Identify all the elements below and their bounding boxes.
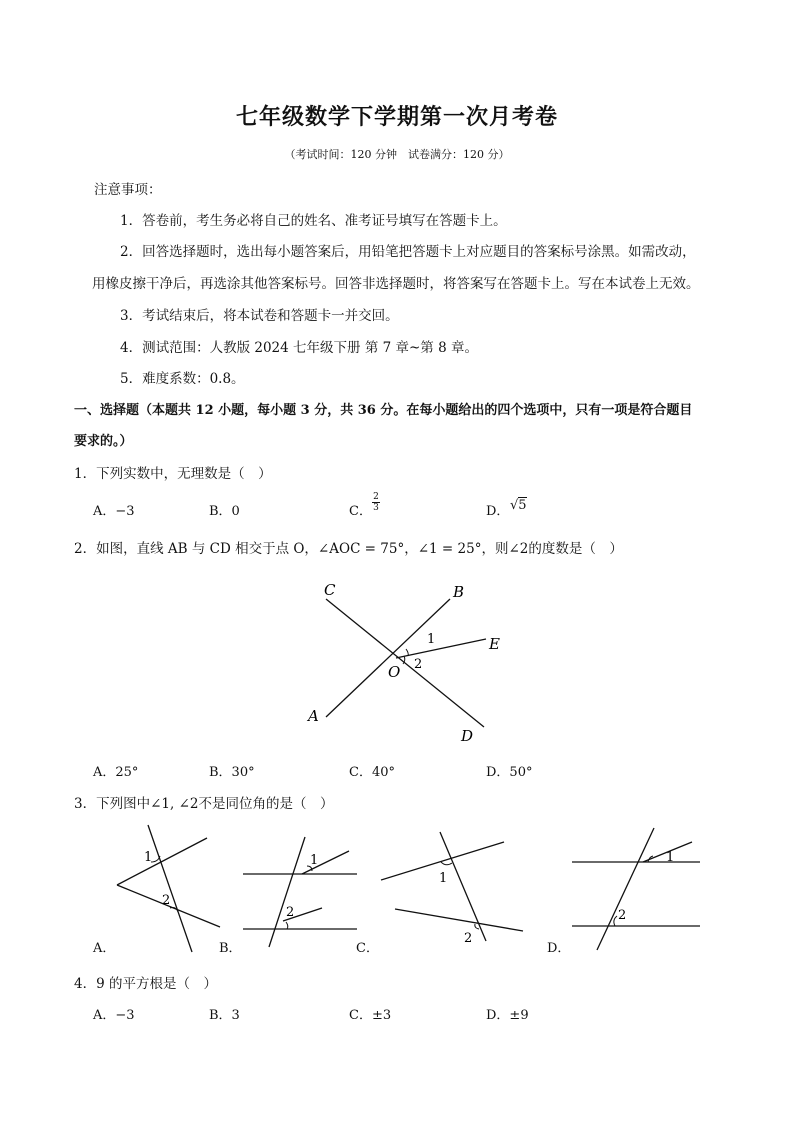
fig-c-angle-1: 1 [439,871,448,886]
fig-b-angle-2: 2 [286,905,295,920]
ray-oe [396,639,486,658]
q3-figure-d [572,828,700,950]
q3-option-d: D． [547,941,571,956]
line-ab [326,599,450,717]
question-1-stem: 1．下列实数中，无理数是（ ） [74,466,272,482]
sqrt-radicand: 5 [518,498,527,513]
label-d: D [461,727,474,745]
page-subtitle: （考试时间：120 分钟 试卷满分：120 分） [284,148,510,161]
q2-option-c: C．40° [349,765,395,780]
fraction-numerator: 2 [373,492,379,502]
label-a: A [308,707,319,725]
q2-option-d: D．50° [486,765,533,780]
fig-b-angle-1: 1 [310,853,319,868]
q3-figures [90,820,710,955]
notice-item-3: 3．考试结束后，将本试卷和答题卡一并交回。 [120,308,399,324]
question-2-stem: 2．如图，直线 AB 与 CD 相交于点 O，∠AOC = 75°，∠1 = 25°，则∠2的度数是（ ） [74,541,623,557]
fig-a-angle-2: 2 [162,893,171,908]
q2-option-b: B．30° [209,765,255,780]
q1-option-d-sqrt [510,498,527,513]
q4-option-d: D．±9 [486,1008,529,1023]
q3-option-a: A． [93,941,116,956]
notice-item-4: 4．测试范围：人教版 2024 七年级下册 第 7 章~第 8 章。 [120,340,478,356]
notice-item-2: 2．回答选择题时，选出每小题答案后，用铅笔把答题卡上对应题目的答案标号涂黑。如需改动， [120,244,696,260]
label-angle-2: 2 [414,657,423,672]
q3-option-b: B． [219,941,242,956]
page-title: 七年级数学下学期第一次月考卷 [235,104,558,130]
section-heading-line1: 一、选择题（本题共 12 小题，每小题 3 分，共 36 分。在每小题给出的四个选项中，只有一项是符合题目 [74,403,693,418]
fraction-denominator: 3 [373,503,379,513]
q1-option-c: C． [349,504,372,519]
label-e: E [489,635,500,653]
line-cd [326,599,484,727]
fig-c-angle-2: 2 [464,931,473,946]
sqrt-sign: √ [510,498,519,513]
q1-option-a: A．−3 [93,504,135,519]
notice-item-2-cont: 用橡皮擦干净后，再选涂其他答案标号。回答非选择题时，将答案写在答题卡上。写在本试卷上无效。 [92,276,700,292]
label-c: C [324,581,336,599]
q4-option-c: C．±3 [349,1008,392,1023]
question-4-stem: 4．9 的平方根是（ ） [74,976,217,992]
notice-item-1: 1．答卷前，考生务必将自己的姓名、准考证号填写在答题卡上。 [120,213,507,229]
q3-option-c: C． [356,941,379,956]
q3-figure-c [381,832,523,946]
q1-option-b: B．0 [209,504,240,519]
q2-figure [290,575,520,750]
q1-option-c-fraction [371,492,381,513]
question-3-stem: 3．下列图中∠1, ∠2不是同位角的是（ ） [74,796,334,812]
q2-option-a: A．25° [93,765,139,780]
q3-figure-b [243,837,357,947]
angle-1-arc [406,649,408,656]
fig-a-angle-1: 1 [144,850,153,865]
q3-figure-a [117,825,220,952]
q1-option-d: D． [486,504,510,519]
notice-item-5: 5．难度系数：0.8。 [120,371,245,387]
notice-heading: 注意事项： [94,182,162,198]
section-heading-line2: 要求的。） [74,434,133,449]
label-angle-1: 1 [427,632,436,647]
label-o: O [388,663,401,681]
fig-d-angle-1: 1 [666,850,675,865]
label-b: B [453,583,465,601]
q4-option-a: A．−3 [93,1008,135,1023]
fig-d-angle-2: 2 [618,908,627,923]
q4-option-b: B．3 [209,1008,240,1023]
